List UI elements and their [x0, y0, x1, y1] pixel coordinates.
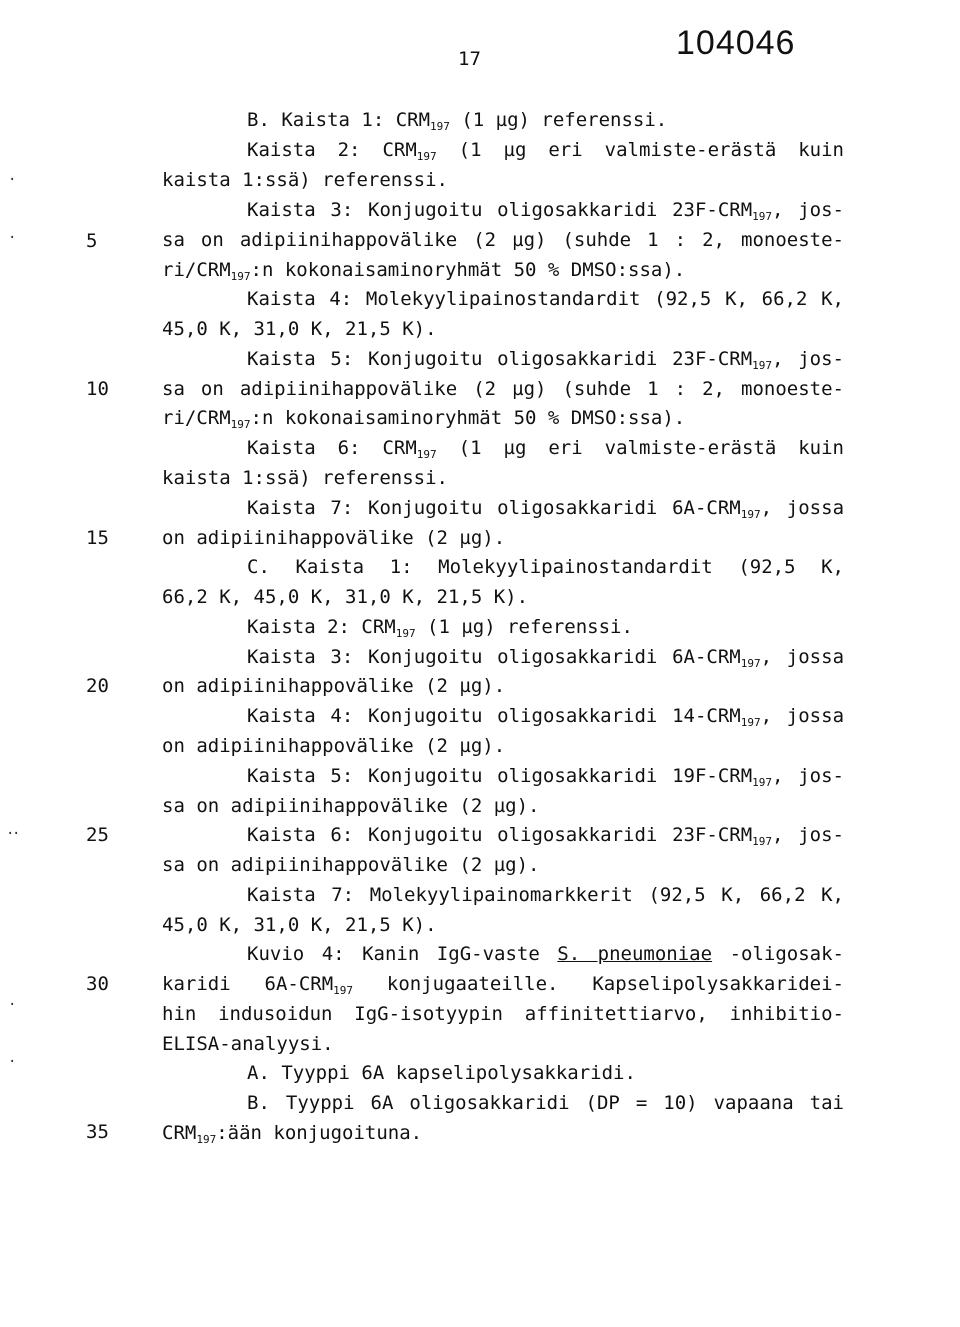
text-line: on adipiinihappovälike (2 µg). — [162, 735, 506, 757]
line-number-30: 30 — [86, 973, 109, 995]
margin-speck: . — [8, 226, 17, 242]
text-line: Kaista 6: $CRM_{197}$ (1 µg eri valmiste-erästä kuin — [247, 437, 844, 461]
text-line: 45,0 K, 31,0 K, 21,5 K). — [162, 914, 437, 936]
text-line: $ri/CRM_{197}:n$ kokonaisaminoryhmät 50 % DMSO:ssa). — [162, 407, 686, 431]
text-line: ELISA-analyysi. — [162, 1033, 334, 1055]
text-line: 66,2 K, 45,0 K, 31,0 K, 21,5 K). — [162, 586, 529, 608]
text-line: Kuvio 4: Kanin IgG-vaste S. pneumoniae -oligosak- — [247, 943, 844, 965]
text-line: Kaista 2: $CRM_{197}$ (1 µg eri valmiste-erästä kuin — [247, 139, 844, 163]
text-line: Kaista 5: Konjugoitu oligosakkaridi $19F-CRM_{197}$, jos- — [247, 765, 844, 789]
text-line: hin indusoidun IgG-isotyypin affinitettiarvo, inhibitio- — [162, 1003, 844, 1025]
text-line: Kaista 2: $CRM_{197}$ (1 µg) referenssi. — [247, 616, 633, 640]
text-line: C. Kaista 1: Molekyylipainostandardit (92,5 K, — [247, 556, 844, 578]
line-number-25: 25 — [86, 824, 109, 846]
species-name: S. pneumoniae — [557, 943, 713, 965]
text-line: Kaista 5: Konjugoitu oligosakkaridi $23F-CRM_{197}$, jos- — [247, 348, 844, 372]
text-line: Kaista 6: Konjugoitu oligosakkaridi $23F-CRM_{197}$, jos- — [247, 824, 844, 848]
text-line: sa on adipiinihappovälike (2 µg) (suhde 1 : 2, monoeste- — [162, 378, 844, 400]
line-number-15: 15 — [86, 527, 109, 549]
text-line: Kaista 7: Molekyylipainomarkkerit (92,5 K, 66,2 K, — [247, 884, 844, 906]
text-line: kaista 1:ssä) referenssi. — [162, 467, 448, 489]
text-line: on adipiinihappovälike (2 µg). — [162, 527, 506, 549]
text-line: A. Tyyppi 6A kapselipolysakkaridi. — [247, 1062, 636, 1084]
text-line: Kaista 3: Konjugoitu oligosakkaridi $6A-CRM_{197}$, jossa — [247, 646, 845, 670]
margin-speck: . — [8, 1050, 17, 1066]
text-line: B. Tyyppi 6A oligosakkaridi (DP = 10) vapaana tai — [247, 1092, 844, 1114]
line-number-10: 10 — [86, 378, 109, 400]
text-line: Kaista 7: Konjugoitu oligosakkaridi $6A-CRM_{197}$, jossa — [247, 497, 845, 521]
text-line: Kaista 4: Molekyylipainostandardit (92,5 K, 66,2 K, — [247, 288, 844, 310]
margin-speck: . — [8, 168, 17, 184]
text-line: sa on adipiinihappovälike (2 µg) (suhde 1 : 2, monoeste- — [162, 229, 844, 251]
text-line: $ri/CRM_{197}:n$ kokonaisaminoryhmät 50 % DMSO:ssa). — [162, 259, 686, 283]
margin-speck: . — [6, 822, 15, 838]
line-number-35: 35 — [86, 1121, 109, 1143]
text-line: sa on adipiinihappovälike (2 µg). — [162, 854, 540, 876]
text-line: Kaista 4: Konjugoitu oligosakkaridi $14-CRM_{197}$, jossa — [247, 705, 845, 729]
text-line: $CRM_{197}:ään$ konjugoituna. — [162, 1122, 423, 1146]
margin-speck: . — [12, 822, 21, 838]
text-line: 45,0 K, 31,0 K, 21,5 K). — [162, 318, 437, 340]
page-number: 17 — [458, 48, 481, 70]
line-number-20: 20 — [86, 675, 109, 697]
text-line: B. Kaista 1: $CRM_{197}$ (1 µg) referenssi. — [247, 109, 668, 133]
text-line: Kaista 3: Konjugoitu oligosakkaridi $23F-CRM_{197}$, jos- — [247, 199, 844, 223]
text-line: karidi $6A-CRM_{197}$ konjugaateille. Kapselipolysakkaridei- — [162, 973, 844, 997]
text-line: kaista 1:ssä) referenssi. — [162, 169, 448, 191]
margin-speck: . — [8, 993, 17, 1009]
text-line: sa on adipiinihappovälike (2 µg). — [162, 795, 540, 817]
text-line: on adipiinihappovälike (2 µg). — [162, 675, 506, 697]
document-number: 104046 — [676, 24, 796, 62]
line-number-5: 5 — [86, 230, 98, 252]
